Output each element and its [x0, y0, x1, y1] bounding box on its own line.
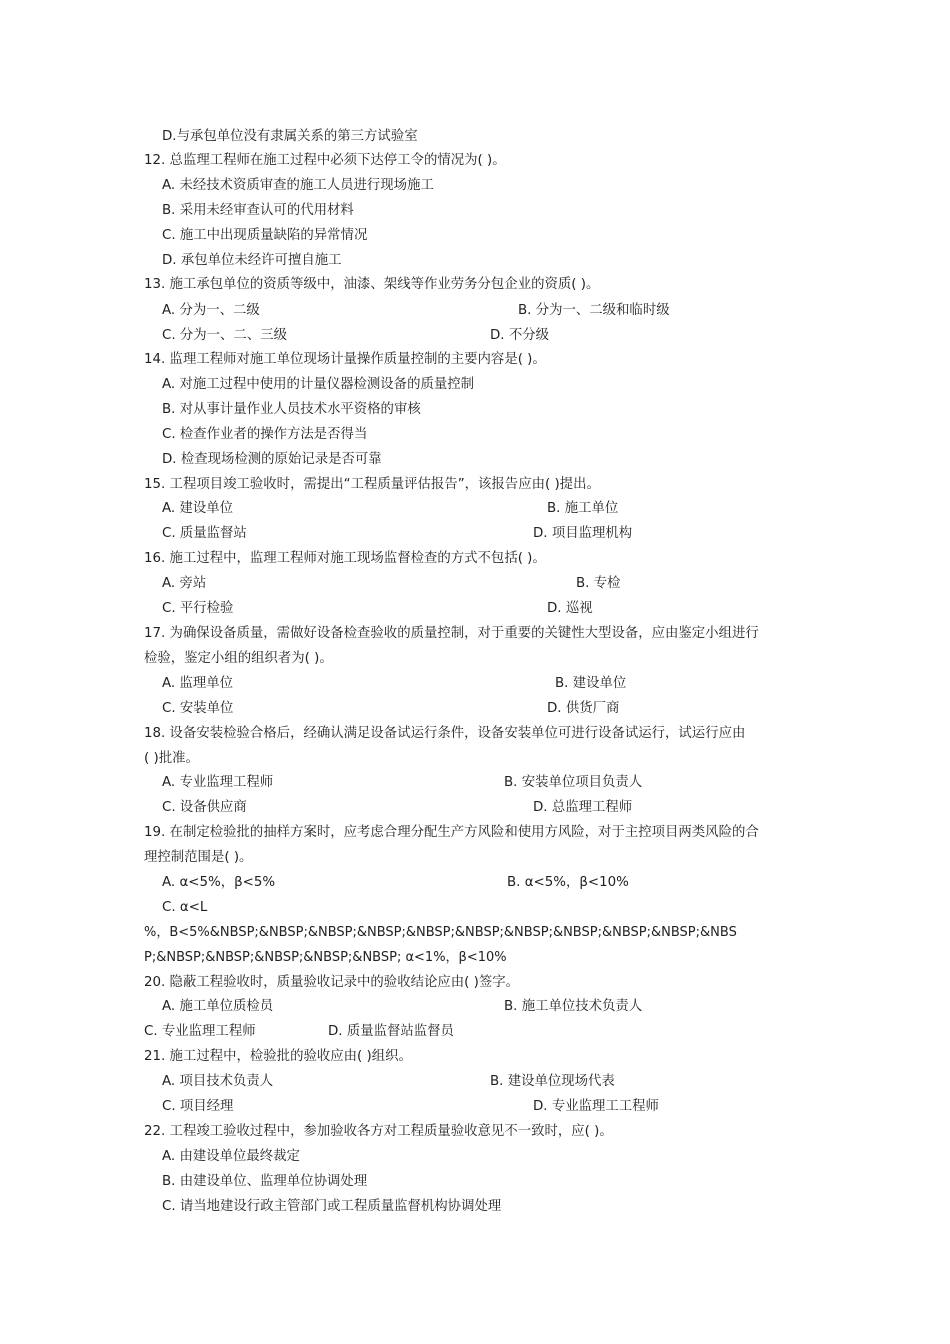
option-11-d: D.与承包单位没有隶属关系的第三方试验室 [162, 129, 418, 144]
option-17-c: C. 安装单位 [162, 701, 234, 716]
question-19-line-2: 理控制范围是( )。 [144, 850, 253, 865]
option-15-b: B. 施工单位 [547, 501, 619, 516]
option-12-d: D. 承包单位未经许可擅自施工 [162, 253, 342, 268]
option-16-a: A. 旁站 [162, 576, 207, 591]
option-22-c: C. 请当地建设行政主管部门或工程质量监督机构协调处理 [162, 1199, 502, 1214]
option-16-d: D. 巡视 [547, 601, 593, 616]
option-18-b: B. 安装单位项目负责人 [504, 775, 643, 790]
option-19-a: A. α<5%，β<5% [162, 875, 276, 890]
option-21-a: A. 项目技术负责人 [162, 1074, 274, 1089]
option-21-b: B. 建设单位现场代表 [490, 1074, 615, 1089]
option-12-b: B. 采用未经审查认可的代用材料 [162, 203, 354, 218]
question-12: 12. 总监理工程师在施工过程中必须下达停工令的情况为( )。 [144, 153, 506, 168]
option-20-a: A. 施工单位质检员 [162, 999, 274, 1014]
option-15-c: C. 质量监督站 [162, 526, 247, 541]
question-17-line-2: 检验，鉴定小组的组织者为( )。 [144, 651, 333, 666]
option-18-d: D. 总监理工程师 [533, 800, 633, 815]
option-18-a: A. 专业监理工程师 [162, 775, 274, 790]
option-22-a: A. 由建设单位最终裁定 [162, 1149, 300, 1164]
option-13-d: D. 不分级 [490, 328, 549, 343]
option-21-c: C. 项目经理 [162, 1099, 234, 1114]
option-20-b: B. 施工单位技术负责人 [504, 999, 643, 1014]
option-22-b: B. 由建设单位、监理单位协调处理 [162, 1174, 368, 1189]
option-14-b: B. 对从事计量作业人员技术水平资格的审核 [162, 402, 421, 417]
option-17-b: B. 建设单位 [555, 676, 627, 691]
option-13-c: C. 分为一、二、三级 [162, 328, 287, 343]
option-16-c: C. 平行检验 [162, 601, 234, 616]
question-18-line-2: ( )批准。 [144, 751, 199, 766]
option-17-a: A. 监理单位 [162, 676, 233, 691]
option-19-b: B. α<5%，β<10% [507, 875, 629, 890]
question-21: 21. 施工过程中，检验批的验收应由( )组织。 [144, 1049, 412, 1064]
question-22: 22. 工程竣工验收过程中，参加验收各方对工程质量验收意见不一致时，应( )。 [144, 1124, 613, 1139]
option-14-c: C. 检查作业者的操作方法是否得当 [162, 427, 368, 442]
option-13-b: B. 分为一、二级和临时级 [518, 303, 670, 318]
option-19-overflow-line-2: P;&NBSP;&NBSP;&NBSP;&NBSP;&NBSP; α<1%，β<10% [144, 950, 507, 965]
option-21-d: D. 专业监理工工程师 [533, 1099, 659, 1114]
option-17-d: D. 供货厂商 [547, 701, 620, 716]
option-13-a: A. 分为一、二级 [162, 303, 260, 318]
question-17-line-1: 17. 为确保设备质量，需做好设备检查验收的质量控制，对于重要的关键性大型设备，应由鉴定小组进行 [144, 626, 759, 641]
question-16: 16. 施工过程中，监理工程师对施工现场监督检查的方式不包括( )。 [144, 551, 546, 566]
question-20: 20. 隐蔽工程验收时，质量验收记录中的验收结论应由( )签字。 [144, 975, 520, 990]
option-14-d: D. 检查现场检测的原始记录是否可靠 [162, 452, 382, 467]
option-18-c: C. 设备供应商 [162, 800, 247, 815]
option-20-d: D. 质量监督站监督员 [328, 1024, 454, 1039]
option-15-a: A. 建设单位 [162, 501, 233, 516]
question-19-line-1: 19. 在制定检验批的抽样方案时，应考虑合理分配生产方风险和使用方风险，对于主控项目两类风险的合 [144, 825, 759, 840]
question-18-line-1: 18. 设备安装检验合格后，经确认满足设备试运行条件，设备安装单位可进行设备试运行，试运行应由 [144, 726, 746, 741]
option-14-a: A. 对施工过程中使用的计量仪器检测设备的质量控制 [162, 377, 475, 392]
option-16-b: B. 专检 [576, 576, 621, 591]
question-13: 13. 施工承包单位的资质等级中，油漆、架线等作业劳务分包企业的资质( )。 [144, 277, 600, 292]
option-12-a: A. 未经技术资质审查的施工人员进行现场施工 [162, 178, 434, 193]
option-12-c: C. 施工中出现质量缺陷的异常情况 [162, 228, 368, 243]
option-19-overflow-line-1: %，Β<5%&NBSP;&NBSP;&NBSP;&NBSP;&NBSP;&NBSP;&NBSP;&NBSP;&NBSP;&NBSP;&NBS [144, 925, 737, 940]
option-19-c: C. α<L [162, 900, 208, 915]
question-15: 15. 工程项目竣工验收时，需提出“工程质量评估报告”，该报告应由( )提出。 [144, 477, 600, 492]
option-15-d: D. 项目监理机构 [533, 526, 633, 541]
option-20-c: C. 专业监理工程师 [144, 1024, 256, 1039]
question-14: 14. 监理工程师对施工单位现场计量操作质量控制的主要内容是( )。 [144, 352, 546, 367]
